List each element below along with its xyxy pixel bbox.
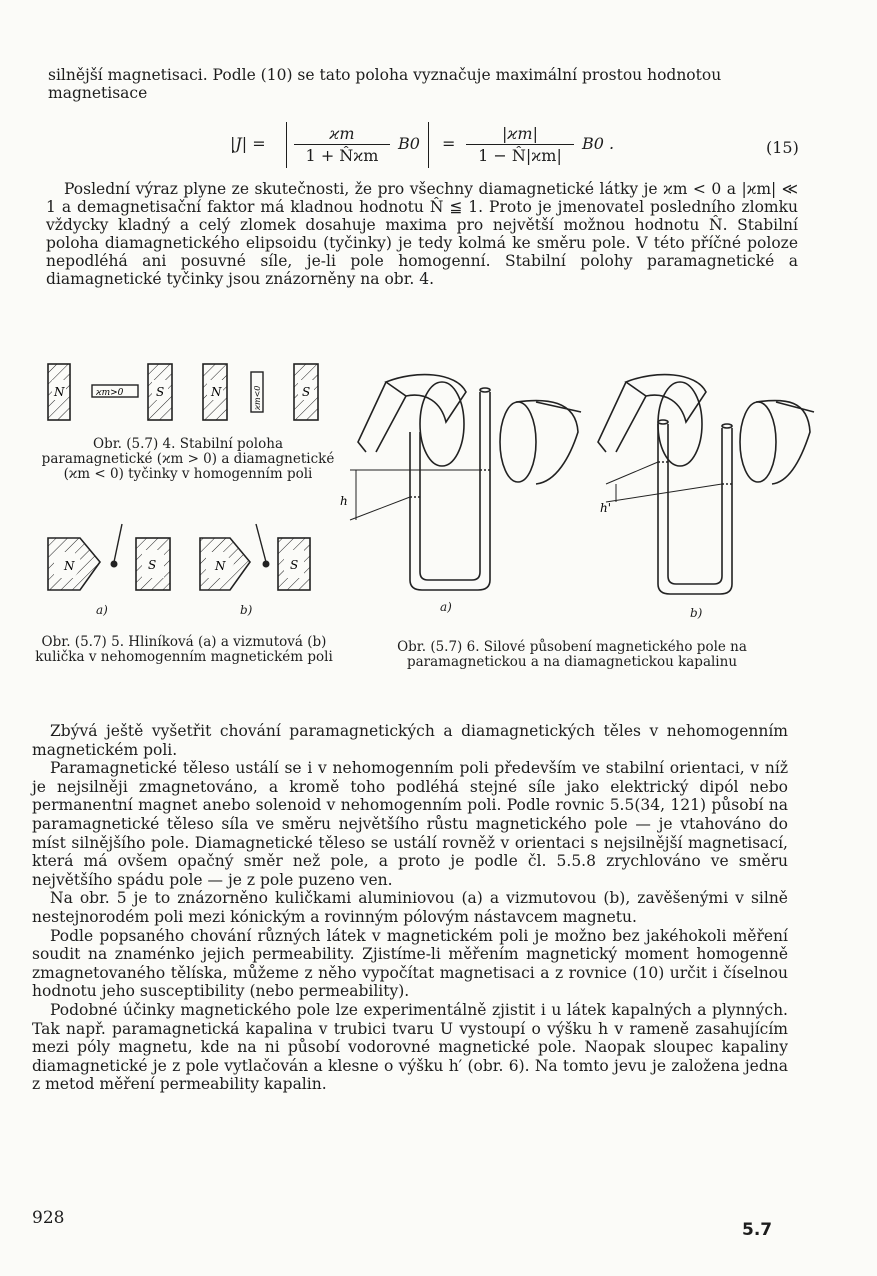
paragraph-2-text: Poslední výraz plyne ze skutečnosti, že pro všechny diamagnetické látky je ϰm < 0 a |ϰm| ≪ 1 a demagnetisační faktor má kladnou hodnotu N̂ ≦ 1. Proto je jmenovatel posledního zlomku vždycky kladný a celý zlomek dosahuje maxima pro největší možnou hodnotu N̂. Stabilní poloha diamagnetického elipsoidu (tyčinky) je tedy kolmá ke směru pole. V této příčné poloze nepodléhá ani posuvné síle, je-li pole homogenní. Stabilní polohy paramagnetické a diamagnetické tyčinky jsou znázorněny na obr. 4. <box>46 180 798 288</box>
paragraph-2 <box>46 180 798 288</box>
rod-dia-label: ϰm<0 <box>253 385 262 410</box>
u-tube-b <box>658 420 732 594</box>
figure-5-drawing <box>40 520 330 610</box>
body-paragraph-5: Podobné účinky magnetického pole lze experimentálně zjistit i u látek kapalných a plynných. Tak např. paramagnetická kapalina v trubici tvaru U vystoupí o výšku h v rameně zasahujícím mezi póly magnetu, kde na ni působí vodorovné magnetické pole. Naopak sloupec kapaliny diamagnetické je z pole vytlačován a klesne o výšku h′ (obr. 6). Na tomto jevu je založena jedna z metod měření permeability kapalin. <box>32 1000 788 1094</box>
h-prime-marker <box>606 462 722 502</box>
body-paragraph-4: Podle popsaného chování různých látek v magnetickém poli je možno bez jakéhokoli měření soudit na znaménko jejich permeability. Zjistíme-li měřením magnetický moment homogenně zmagnetovaného tělíska, můžeme z něho vypočítat magnetisaci a z rovnice (10) určit i číselnou hodnotu jeho susceptibility (nebo permeability). <box>32 926 788 1001</box>
page-number: 928 <box>32 1208 65 1228</box>
formula-fraction-1 <box>294 124 390 165</box>
flat-label-s-b: S <box>290 558 299 572</box>
pole-label-s-1: S <box>156 385 165 399</box>
formula-b0: B0 <box>398 134 420 153</box>
cone-label-n-b: N <box>215 559 226 573</box>
rod-para-label: ϰm>0 <box>96 388 124 398</box>
pole-label-n-1: N <box>54 385 65 399</box>
h-prime-label: h' <box>600 501 612 515</box>
u-tube-a <box>410 388 490 590</box>
fraction-1-numerator: ϰm <box>294 124 390 145</box>
top-paragraph <box>48 66 808 102</box>
figure-5-sublabel-b: b) <box>240 603 253 617</box>
figure-6-sublabel-a: a) <box>440 600 452 614</box>
formula-b0-end: B0 . <box>582 134 615 153</box>
equation-number: (15) <box>766 138 799 157</box>
fraction-2-denominator: 1 − N̂|ϰm| <box>478 146 562 165</box>
figure-6-drawing <box>340 362 816 622</box>
figure-6-caption: Obr. (5.7) 6. Silové působení magnetického pole na paramagnetickou a na diamagnetickou kapalinu <box>397 639 747 670</box>
h-marker <box>350 470 480 520</box>
fraction-1-denominator: 1 + N̂ϰm <box>305 146 379 165</box>
figure-4-caption: Obr. (5.7) 4. Stabilní poloha paramagnetické (ϰm > 0) a diamagnetické (ϰm < 0) tyčinky v homogenním poli <box>41 436 335 482</box>
formula-lhs: |J| = <box>230 134 266 153</box>
magnet-a <box>358 375 581 484</box>
top-line-1: silnější magnetisaci. Podle (10) se tato poloha vyznačuje maximální prostou hodnotou <box>48 66 722 84</box>
body-paragraph-3: Na obr. 5 je to znázorněno kuličkami aluminiovou (a) a vizmutovou (b), zavěšenými v silně nestejnorodém poli mezi kónickým a rovinným pólovým nástavcem magnetu. <box>32 889 788 926</box>
formula-fraction-2 <box>466 124 574 165</box>
flat-label-s-a: S <box>148 558 157 572</box>
formula-15 <box>230 118 810 174</box>
body-paragraph-1: Zbývá ještě vyšetřit chování paramagnetických a diamagnetických těles v nehomogenním magnetickém poli. <box>32 722 788 759</box>
ball-b <box>256 524 270 568</box>
fraction-2-numerator: |ϰm| <box>466 124 574 145</box>
formula-equals: = <box>442 134 456 153</box>
figure-5-caption: Obr. (5.7) 5. Hliníková (a) a vizmutová (b) kulička v nehomogenním magnetickém poli <box>35 634 333 665</box>
figure-4-drawing <box>40 358 330 428</box>
figure-5-sublabel-a: a) <box>96 603 108 617</box>
body-paragraph-2: Paramagnetické těleso ustálí se i v nehomogenním poli především ve stabilní orientaci, v níž je nejsilněji zmagnetováno, a kromě toho podléhá stejné síle jako elektrický dipól nebo permanentní magnet anebo solenoid v nehomogenním poli. Podle rovnic 5.5(34, 121) působí na paramagnetické těleso síla ve směru největšího růstu magnetického pole — je vtahováno do míst silnějšího pole. Diamagnetické těleso se ustálí rovněž v orientaci s nejsilnější magnetisací, která má ovšem opačný směr než pole, a proto je podle čl. 5.5.8 zrychlováno ve směru největšího spádu pole — je z pole puzeno ven. <box>32 759 788 889</box>
cone-label-n-a: N <box>64 559 75 573</box>
magnet-b <box>598 375 814 484</box>
section-number: 5.7 <box>742 1220 773 1240</box>
top-line-2: magnetisace <box>48 84 148 102</box>
h-label: h <box>340 494 348 508</box>
pole-label-s-2: S <box>302 385 311 399</box>
pole-label-n-2: N <box>211 385 222 399</box>
figure-6-sublabel-b: b) <box>690 606 703 620</box>
ball-a <box>111 524 123 568</box>
body-text <box>32 722 788 1094</box>
